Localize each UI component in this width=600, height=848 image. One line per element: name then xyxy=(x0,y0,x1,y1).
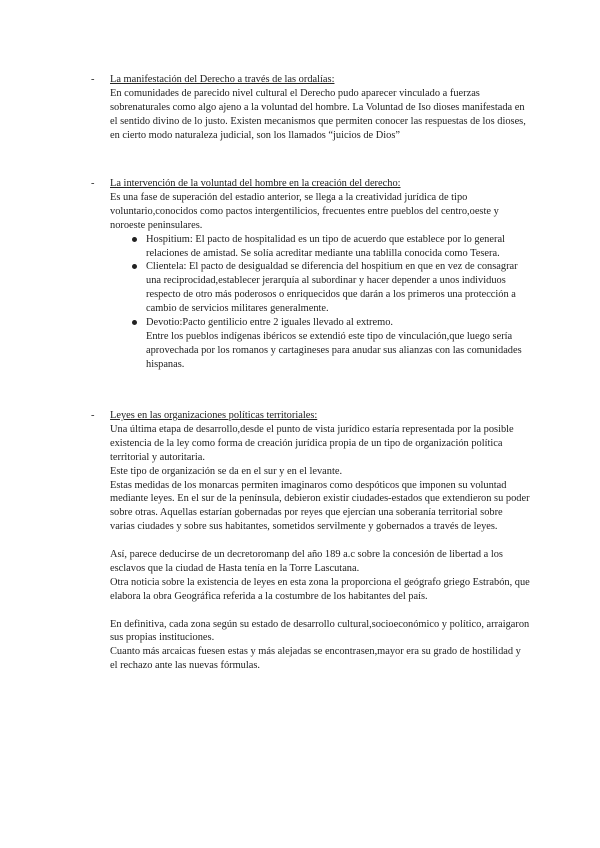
section-heading: La manifestación del Derecho a través de las ordalías: xyxy=(110,74,335,85)
paragraph: En definitiva, cada zona según su estado de desarrollo cultural,socioeconómico y político, arraigaron sus propias instituciones. xyxy=(110,618,530,644)
intro-paragraph: Es una fase de superación del estadio anterior, se llega a la creatividad jurídica de tipo voluntario,conocidos como pactos intergentilicios, frecuentes entre pueblos del centro,oeste y noroeste peninsulares. xyxy=(110,191,499,231)
bullet-dot-icon xyxy=(132,264,137,269)
section-body xyxy=(110,191,530,372)
paragraph-spacer xyxy=(110,604,530,618)
list-item-note: Entre los pueblos indígenas ibéricos se extendió este tipo de vinculación,que luego sería aprovechada por los romanos y cartagineses para anudar sus alianzas con las comunidades hispanas. xyxy=(146,330,522,370)
paragraph: Así, parece deducirse de un decretoromanp del año 189 a.c sobre la concesión de libertad a los esclavos que la ciudad de Hasta tenía en la Torre Lascutana. xyxy=(110,549,503,574)
section-body xyxy=(110,423,530,673)
section-dash-marker: - xyxy=(91,410,95,421)
paragraph: En comunidades de parecido nivel cultural el Derecho pudo aparecer vinculado a fuerzas sobrenaturales como algo ajeno a la voluntad del hombre. La Voluntad de Iso dioses manifestada en el sentido divino de lo justo. Existen mecanismos que permiten conocer las respuestas de los dioses, en cierto modo naturaleza judicial, son los llamados “juicios de Dios” xyxy=(110,87,526,141)
section-heading: Leyes en las organizaciones políticas territoriales: xyxy=(110,410,318,421)
list-item-text: Devotio:Pacto gentilicio entre 2 iguales llevado al extremo. xyxy=(146,317,393,329)
paragraph: Estas medidas de los monarcas permiten imaginaros como despóticos que imponen su voluntad mediante leyes. En el sur de la península, debieron existir ciudades-estados que extendieron su poder sobre otras. Aquellas estarían gobernadas por reyes que ejercían una soberanía territorial sobre varias ciudades y sobre sus habitantes, sometidos servilmente y gobernados a través de leyes. xyxy=(110,479,530,533)
section-heading: La intervención de la voluntad del hombre en la creación del derecho: xyxy=(110,178,401,189)
bullet-dot-icon xyxy=(132,320,137,325)
section-body xyxy=(110,87,530,143)
paragraph: Este tipo de organización se da en el sur y en el levante. xyxy=(110,465,343,477)
list-item-text: Clientela: El pacto de desigualdad se diferencia del hospitium en que en vez de consagrar una reciprocidad,establecer jerarquía al subordinar y hacer depender a unos individuos respecto de otro más poderosos o enriquecidos que darán a los primeros una protección a cambio de servicios militares generalmente. xyxy=(146,261,518,315)
list-item xyxy=(110,316,530,372)
paragraph: Una última etapa de desarrollo,desde el punto de vista jurídico estaría representada por la posible existencia de la ley como forma de creación jurídica propia de un tipo de organización política territorial y autoritaria. xyxy=(110,423,514,463)
section-dash-marker: - xyxy=(91,178,95,189)
paragraph: Otra noticia sobre la existencia de leyes en esta zona la proporciona el geógrafo griego Estrabón, que elabora la obra Geográfica referida a la costumbre de los habitantes del país. xyxy=(110,576,530,602)
list-item xyxy=(110,233,530,261)
section-dash-marker: - xyxy=(91,74,95,85)
paragraph-spacer xyxy=(110,534,530,548)
bullet-list xyxy=(110,233,530,372)
list-item-text: Hospitium: El pacto de hospitalidad es un tipo de acuerdo que establece por lo general relaciones de amistad. Se solía acreditar mediante una tablilla conocida como Tesera. xyxy=(146,233,505,259)
paragraph: Cuanto más arcaicas fuesen estas y más alejadas se encontrasen,mayor era su grado de hostilidad y el rechazo ante las nuevas fórmulas. xyxy=(110,646,521,672)
list-item xyxy=(110,260,530,316)
bullet-dot-icon xyxy=(132,237,137,242)
